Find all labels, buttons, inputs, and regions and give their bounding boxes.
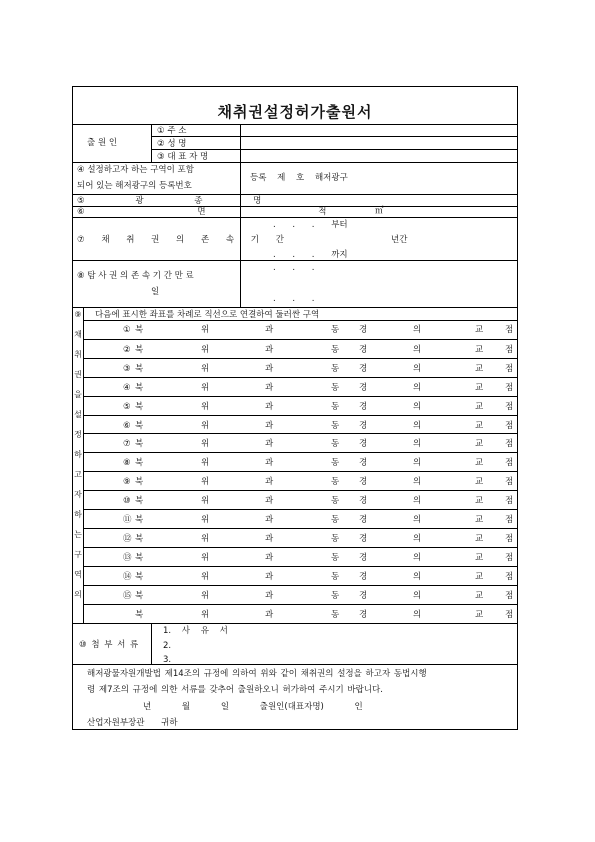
coordinate-of-text: 의 <box>413 382 422 393</box>
coordinate-number: ⑭ <box>123 571 132 582</box>
coordinate-of-text: 의 <box>413 515 422 525</box>
coordinate-lat-text: 위 <box>201 571 210 582</box>
coordinate-row <box>83 433 517 452</box>
area-label-line1: ④ 설정하고자 하는 구역이 포함 <box>77 165 194 175</box>
date-signature-line[interactable]: 년 월 일 출원인(대표자명) 인 <box>143 702 363 712</box>
coordinate-inter-text: 교 <box>475 571 484 582</box>
divider <box>73 623 517 624</box>
coordinate-lon-text: 경 <box>359 609 368 620</box>
coordinate-north-text: 북 <box>135 363 144 374</box>
coordinate-point-text: 점 <box>505 552 514 563</box>
divider <box>151 124 152 162</box>
coordinate-east-text: 동 <box>331 571 340 582</box>
coordinate-point-text: 점 <box>505 439 514 450</box>
coordinate-inter-text: 교 <box>475 552 484 563</box>
coordinate-inter-text: 교 <box>475 458 484 469</box>
coordinate-row <box>83 509 517 528</box>
coordinate-row <box>83 547 517 566</box>
coordinate-point-text: 점 <box>505 590 514 601</box>
coordinate-point-text: 점 <box>505 420 514 431</box>
representative-field[interactable] <box>241 150 517 162</box>
coordinate-lon-text: 경 <box>359 382 368 393</box>
coordinate-lon-text: 경 <box>359 401 368 412</box>
coordinate-north-text: 북 <box>135 533 144 544</box>
coordinate-inter-text: 교 <box>475 609 484 620</box>
coordinate-and-text: 과 <box>265 571 274 582</box>
coordinate-point-text: 점 <box>505 382 514 393</box>
coordinate-lat-text: 위 <box>201 439 210 450</box>
area-size-label: ⑥ 면 적 <box>77 207 327 217</box>
coordinate-east-text: 동 <box>331 609 340 620</box>
coordinate-inter-text: 교 <box>475 477 484 488</box>
area-label-line2: 되어 있는 해저광구의 등록번호 <box>77 181 192 191</box>
coordinate-east-text: 동 <box>331 420 340 431</box>
coordinate-inter-text: 교 <box>475 401 484 412</box>
coordinate-east-text: 동 <box>331 344 340 355</box>
coordinate-lon-text: 경 <box>359 515 368 525</box>
registration-number[interactable]: 등록 제 호 해저광구 <box>250 173 348 183</box>
coordinate-point-text: 점 <box>505 363 514 374</box>
coordinate-row <box>83 320 517 339</box>
coordinate-row <box>83 396 517 415</box>
coordinate-inter-text: 교 <box>475 496 484 507</box>
coordinate-inter-text: 교 <box>475 590 484 601</box>
coordinate-and-text: 과 <box>265 552 274 563</box>
coordinate-north-text: 북 <box>135 477 144 488</box>
coordinate-of-text: 의 <box>413 590 422 601</box>
coordinate-point-text: 점 <box>505 515 514 525</box>
area-unit: ㎡ <box>375 206 384 216</box>
coordinate-east-text: 동 <box>331 401 340 412</box>
expiry-date-1[interactable]: . . . <box>273 263 315 273</box>
coordinate-east-text: 동 <box>331 458 340 469</box>
coordinate-east-text: 동 <box>331 496 340 507</box>
statement-line1: 해저광물자원개발법 제14조의 규정에 의하여 위와 같이 채취권의 설정을 하고자 동법시행 <box>87 669 427 679</box>
coordinate-lat-text: 위 <box>201 533 210 544</box>
coordinate-and-text: 과 <box>265 496 274 507</box>
coordinate-north-text: 북 <box>135 571 144 582</box>
coordinate-row <box>83 528 517 547</box>
coordinate-north-text: 북 <box>135 420 144 431</box>
coordinate-of-text: 의 <box>413 477 422 488</box>
coordinate-and-text: 과 <box>265 458 274 469</box>
coordinate-of-text: 의 <box>413 420 422 431</box>
coordinate-lon-text: 경 <box>359 590 368 601</box>
coordinate-lat-text: 위 <box>201 590 210 601</box>
coordinate-row <box>83 490 517 509</box>
coordinate-and-text: 과 <box>265 382 274 393</box>
expiry-date-2[interactable]: . . . <box>273 294 315 304</box>
coordinate-east-text: 동 <box>331 590 340 601</box>
coordinate-of-text: 의 <box>413 363 422 374</box>
coordinate-and-text: 과 <box>265 363 274 374</box>
recipient: 산업자원부장관 귀하 <box>87 718 178 728</box>
coordinate-number: ⑦ <box>123 439 131 450</box>
coordinate-lon-text: 경 <box>359 552 368 563</box>
coordinate-point-text: 점 <box>505 344 514 355</box>
duration-label: ⑦ 채 취 권 의 존 속 기 간 <box>77 235 284 245</box>
duration-end[interactable]: . . . 까지 <box>273 250 348 260</box>
duration-start[interactable]: . . . 부터 <box>273 220 348 230</box>
coordinate-row <box>83 585 517 604</box>
coordinate-lon-text: 경 <box>359 344 368 355</box>
applicant-label: 출 원 인 <box>87 138 118 148</box>
coordinate-of-text: 의 <box>413 533 422 544</box>
coordinate-of-text: 의 <box>413 401 422 412</box>
coordinate-lon-text: 경 <box>359 325 368 335</box>
coordinate-point-text: 점 <box>505 571 514 582</box>
attachment-1[interactable]: 1. 사 유 서 <box>163 626 228 636</box>
coordinate-row <box>83 339 517 358</box>
coordinate-east-text: 동 <box>331 533 340 544</box>
coordinate-row <box>83 358 517 377</box>
coordinate-number: ③ <box>123 363 131 374</box>
coordinate-number: ⑧ <box>123 458 131 469</box>
coordinate-north-text: 북 <box>135 439 144 450</box>
coordinate-north-text: 북 <box>135 590 144 601</box>
divider <box>73 260 517 261</box>
address-field[interactable] <box>241 125 517 136</box>
coordinate-lat-text: 위 <box>201 401 210 412</box>
name-label: ② 성 명 <box>157 139 187 149</box>
coordinate-north-text: 북 <box>135 325 144 335</box>
coordinate-north-text: 북 <box>135 515 144 525</box>
duration-years[interactable]: 년간 <box>391 235 408 245</box>
coordinate-row <box>83 566 517 585</box>
address-label: ① 주 소 <box>157 126 187 136</box>
coordinate-and-text: 과 <box>265 590 274 601</box>
form-title: 채취권설정허가출원서 <box>217 103 373 121</box>
coordinate-lat-text: 위 <box>201 477 210 488</box>
expiry-label: ⑧ 탐 사 권 의 존 속 기 간 만 료 <box>77 271 194 281</box>
coordinate-east-text: 동 <box>331 363 340 374</box>
coordinate-number: ⑨ <box>123 477 131 488</box>
divider <box>73 217 517 218</box>
coordinate-of-text: 의 <box>413 325 422 335</box>
representative-label: ③ 대 표 자 명 <box>157 152 209 162</box>
mineral-label: ⑤ 광 종 명 <box>77 196 262 206</box>
coordinate-north-text: 북 <box>135 496 144 507</box>
attachment-3[interactable]: 3. <box>163 655 172 665</box>
coordinate-lat-text: 위 <box>201 496 210 507</box>
coordinate-north-text: 북 <box>135 552 144 563</box>
coordinate-row <box>83 377 517 396</box>
coordinate-and-text: 과 <box>265 477 274 488</box>
coordinate-inter-text: 교 <box>475 420 484 431</box>
coordinate-point-text: 점 <box>505 477 514 488</box>
coordinate-point-text: 점 <box>505 458 514 469</box>
coordinate-of-text: 의 <box>413 439 422 450</box>
coordinate-lon-text: 경 <box>359 420 368 431</box>
coordinate-number: ⑫ <box>123 533 132 544</box>
coordinate-east-text: 동 <box>331 382 340 393</box>
coordinate-row <box>83 471 517 490</box>
coordinate-lat-text: 위 <box>201 458 210 469</box>
coordinate-inter-text: 교 <box>475 363 484 374</box>
coordinate-number: ① <box>123 325 131 335</box>
coordinate-point-text: 점 <box>505 325 514 335</box>
coordinate-lat-text: 위 <box>201 325 210 335</box>
coordinate-and-text: 과 <box>265 439 274 450</box>
mineral-field[interactable] <box>241 195 517 206</box>
coordinate-and-text: 과 <box>265 515 274 525</box>
coordinate-inter-text: 교 <box>475 344 484 355</box>
coordinate-lon-text: 경 <box>359 458 368 469</box>
coordinate-point-text: 점 <box>505 401 514 412</box>
coordinate-north-text: 북 <box>135 382 144 393</box>
coordinate-and-text: 과 <box>265 420 274 431</box>
coordinate-inter-text: 교 <box>475 382 484 393</box>
coordinate-lon-text: 경 <box>359 533 368 544</box>
coordinate-lat-text: 위 <box>201 344 210 355</box>
coordinate-of-text: 의 <box>413 571 422 582</box>
coordinate-inter-text: 교 <box>475 533 484 544</box>
coordinate-inter-text: 교 <box>475 515 484 525</box>
coordinate-of-text: 의 <box>413 609 422 620</box>
coordinate-north-text: 북 <box>135 458 144 469</box>
coordinate-row <box>83 604 517 623</box>
coordinate-east-text: 동 <box>331 325 340 335</box>
divider <box>73 664 517 665</box>
coordinate-north-text: 북 <box>135 401 144 412</box>
coordinate-lat-text: 위 <box>201 363 210 374</box>
coordinate-lat-text: 위 <box>201 515 210 525</box>
coordinate-number: ⑥ <box>123 420 131 431</box>
coordinate-row <box>83 415 517 434</box>
coordinate-lon-text: 경 <box>359 477 368 488</box>
coordinate-of-text: 의 <box>413 552 422 563</box>
coordinate-lat-text: 위 <box>201 552 210 563</box>
coordinate-lon-text: 경 <box>359 439 368 450</box>
coordinate-lon-text: 경 <box>359 363 368 374</box>
coordinate-number: ④ <box>123 382 131 393</box>
coordinate-of-text: 의 <box>413 496 422 507</box>
divider <box>73 307 517 308</box>
coordinate-number: ⑩ <box>123 496 131 507</box>
name-field[interactable] <box>241 137 517 149</box>
coordinate-lat-text: 위 <box>201 609 210 620</box>
coordinate-number: ⑮ <box>123 590 132 601</box>
coordinate-point-text: 점 <box>505 533 514 544</box>
coordinate-inter-text: 교 <box>475 439 484 450</box>
coordinate-east-text: 동 <box>331 477 340 488</box>
coordinate-and-text: 과 <box>265 401 274 412</box>
attachment-2[interactable]: 2. <box>163 641 172 651</box>
zone-intro: 다음에 표시한 좌표를 차례로 직선으로 연결하여 둘러싼 구역 <box>95 310 320 320</box>
divider <box>151 623 152 664</box>
coordinate-lon-text: 경 <box>359 496 368 507</box>
coordinate-row <box>83 452 517 471</box>
coordinate-point-text: 점 <box>505 609 514 620</box>
coordinate-number: ⑤ <box>123 401 131 412</box>
coordinate-of-text: 의 <box>413 458 422 469</box>
application-form: 채취권설정허가출원서 출 원 인 ① 주 소 ② 성 명 ③ 대 표 자 명 ④ 설정하고자 하는 구역이 포함 되어 있는 해저광구의 등록번호 등록 제 호 해저광구 ⑤ 광 종 명 ⑥ 면 적 ㎡ ⑦ 채 취 권 의 존 속 기 간 . . . 부터 년간 . . . 까지 ⑧ 탐 사 권 의 존 속 기 간 만 료 일 . . . . . . ⑨ 채 취 권 을 설 정 하 고 자 하 는 구 역 의 다음에 표시한 좌표를 차례로 직선으로 연결하여 둘러싼 구역 ⑩ 첨 부 서 류 1. 사 유 서 2. 3. 해저광물자원개발법 제14조의 규정에 의하여 위와 같이 채취권의 설정을 하고자 동법시행 령 제7조의 규정에 의한 서류를 갖추어 출원하오니 허가하여 주시기 바랍니다. 년 월 일 출원인(대표자명) 인 산업자원부장관 귀하 ① 북 위 과 동 경 의 교 점 ② 북 위 과 동 경 의 교 점 ③ 북 위 과 동 경 의 교 점 ④ 북 위 과 동 경 의 교 점 ⑤ 북 위 과 동 경 의 교 점 ⑥ 북 위 과 동 경 의 교 점 ⑦ 북 위 과 동 경 의 교 점 ⑧ 북 위 과 동 경 의 교 점 ⑨ 북 위 과 동 경 의 교 점 ⑩ 북 위 과 동 경 의 교 점 ⑪ 북 위 과 동 경 의 교 점 ⑫ 북 위 과 동 경 의 교 점 ⑬ 북 위 과 동 경 의 교 점 ⑭ 북 위 과 동 경 의 교 점 ⑮ 북 위 과 동 경 의 교 점 북 위 과 동 경 의 교 점 <box>72 86 518 730</box>
coordinate-and-text: 과 <box>265 325 274 335</box>
coordinate-north-text: 북 <box>135 344 144 355</box>
coordinate-lat-text: 위 <box>201 420 210 431</box>
coordinate-point-text: 점 <box>505 496 514 507</box>
coordinate-east-text: 동 <box>331 552 340 563</box>
coordinate-lat-text: 위 <box>201 382 210 393</box>
coordinate-number: ⑬ <box>123 552 132 563</box>
coordinate-number: ⑪ <box>123 515 132 525</box>
coordinate-inter-text: 교 <box>475 325 484 335</box>
coordinate-and-text: 과 <box>265 609 274 620</box>
coordinate-and-text: 과 <box>265 533 274 544</box>
coordinate-and-text: 과 <box>265 344 274 355</box>
attachment-label: ⑩ 첨 부 서 류 <box>79 640 139 650</box>
coordinate-north-text: 북 <box>135 609 144 620</box>
coordinate-of-text: 의 <box>413 344 422 355</box>
coordinate-east-text: 동 <box>331 439 340 450</box>
divider <box>73 162 517 163</box>
coordinate-east-text: 동 <box>331 515 340 525</box>
statement-line2: 령 제7조의 규정에 의한 서류를 갖추어 출원하오니 허가하여 주시기 바랍니다. <box>87 685 383 695</box>
expiry-label-day: 일 <box>151 287 160 297</box>
coordinate-lon-text: 경 <box>359 571 368 582</box>
coordinate-number: ② <box>123 344 131 355</box>
